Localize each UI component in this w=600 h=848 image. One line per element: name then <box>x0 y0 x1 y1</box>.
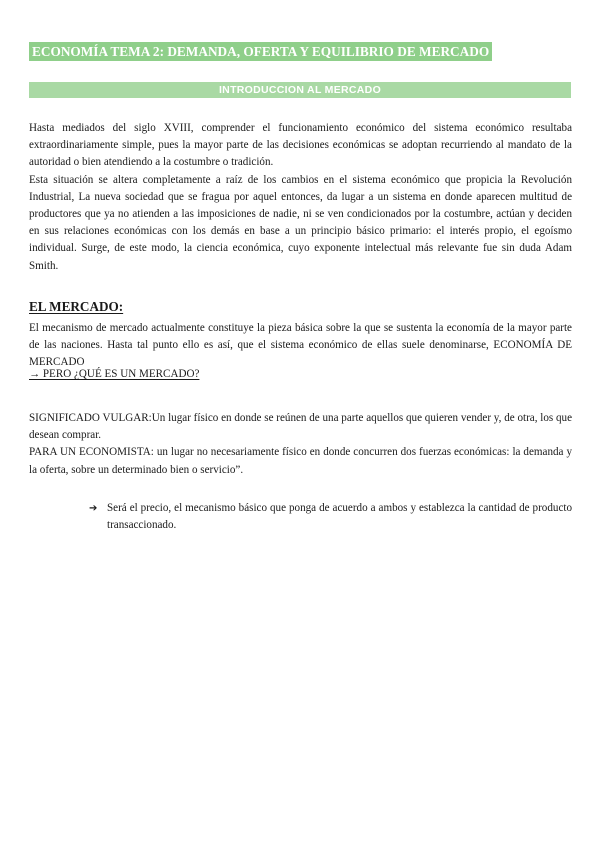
document-title: ECONOMÍA TEMA 2: DEMANDA, OFERTA Y EQUILIBRIO DE MERCADO <box>29 42 492 61</box>
definitions <box>29 410 572 479</box>
definition-vulgar: SIGNIFICADO VULGAR:Un lugar físico en donde se reúnen de una parte aquellos que quieren vender y, de otra, los que desean comprar. <box>29 412 572 442</box>
mercado-question: → PERO ¿QUÉ ES UN MERCADO? <box>29 368 200 380</box>
definition-economista: PARA UN ECONOMISTA: un lugar no necesariamente físico en donde concurren dos fuerzas económicas: la demanda y la oferta, sobre un determinado bien o servicio”. <box>29 446 572 476</box>
mercado-paragraph <box>29 320 572 372</box>
mercado-heading: EL MERCADO: <box>29 299 124 314</box>
bullet-text: Será el precio, el mecanismo básico que ponga de acuerdo a ambos y establezca la cantidad de producto transaccionado. <box>107 502 572 532</box>
intro-paragraph-2: Esta situación se altera completamente a raíz de los cambios en el sistema económico que propicia la Revolución Industrial, La nueva sociedad que se fragua por aquel entonces, da lugar a un sistema en donde aparecen multitud de productores que ya no atienden a las imposiciones de nadie, ni se ven condicionados por la costumbre, actúan y deciden en sus relaciones económicas con los demás en base a un principio básico primario: el interés propio, el egoísmo individual. Surge, de este modo, la ciencia económica, cuyo exponente intelectual más relevante fue sin duda Adam Smith. <box>29 173 572 272</box>
list-item <box>89 500 572 534</box>
section-header-introduccion: INTRODUCCION AL MERCADO <box>29 82 571 98</box>
bullet-list <box>89 500 572 534</box>
intro-paragraph-1: Hasta mediados del siglo XVIII, comprender el funcionamiento económico del sistema económico resultaba extraordinariamente simple, pues la mayor parte de las decisiones económicas se adoptan recurriendo al mandato de la autoridad o bien atendiendo a la costumbre o tradición. <box>29 122 572 169</box>
arrow-bullet-icon: ➔ <box>89 503 98 514</box>
mercado-body-text: El mecanismo de mercado actualmente constituye la pieza básica sobre la que se sustenta la economía de la mayor parte de las naciones. Hasta tal punto ello es así, que el sistema económico de ellas suele denominarse, ECONOMÍA DE MERCADO <box>29 322 572 369</box>
intro-text <box>29 120 572 275</box>
